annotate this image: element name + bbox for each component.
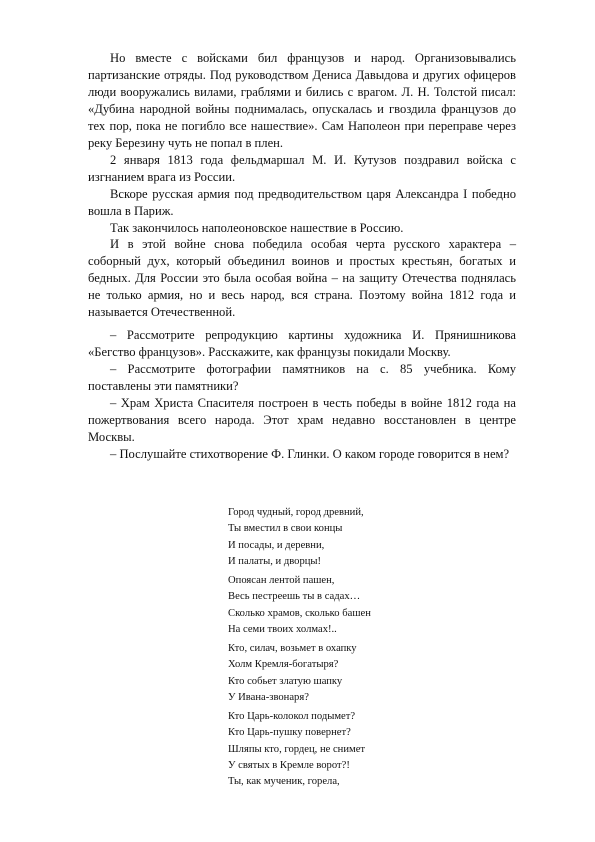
poem-line: Холм Кремля-богатыря? xyxy=(228,659,339,671)
poem-line: Весь пестреешь ты в садах… xyxy=(228,591,361,603)
poem-stanza xyxy=(228,573,528,638)
task-monuments: – Рассмотрите фотографии памятников на с. 85 учебника. Кому поставлены эти памятники? xyxy=(88,362,516,394)
task-painting: – Рассмотрите репродукцию картины художника И. Прянишникова «Бегство французов». Расскажите, как французы покидали Москву. xyxy=(88,328,516,360)
poem-line: Опоясан лентой пашен, xyxy=(228,575,335,586)
paragraph-cathedral: – Храм Христа Спасителя построен в честь победы в войне 1812 года на пожертвования всего народа. Этот храм недавно восстановлен в центре Москвы. xyxy=(88,396,516,444)
poem-line: Кто Царь-пушку повернет? xyxy=(228,727,351,739)
poem-line: Ты, как мученик, горела, xyxy=(228,776,340,787)
task-poem: – Послушайте стихотворение Ф. Глинки. О каком городе говорится в нем? xyxy=(110,446,510,461)
paragraph-paris: Вскоре русская армия под предводительством царя Александра I победно вошла в Париж. xyxy=(88,186,516,218)
body-text xyxy=(88,50,516,463)
paragraph-end-of-invasion: Так закончилось наполеоновское нашествие в Россию. xyxy=(110,220,404,235)
poem-line: Кто Царь-колокол подымет? xyxy=(228,711,356,722)
poem-line: У святых в Кремле ворот?! xyxy=(228,759,350,771)
poem-line: Ты вместил в свои концы xyxy=(228,523,343,535)
poem-line: У Ивана-звонаря? xyxy=(228,691,309,703)
poem-line: Сколько храмов, сколько башен xyxy=(228,607,371,619)
paragraph-national-character: И в этой войне снова победила особая черта русского характера – соборный дух, который объединил воинов и простых крестьян, богатых и бедных. Для России это была особая война – на защиту Отечества поднялась не только армия, но и весь народ, вся страна. Поэтому война 1812 года и называется Отечественной. xyxy=(88,237,516,320)
poem-stanza xyxy=(228,641,528,706)
poem-line: Город чудный, город древний, xyxy=(228,507,364,518)
poem-line: Кто, силач, возьмет в охапку xyxy=(228,643,357,654)
poem-line: На семи твоих холмах!.. xyxy=(228,623,337,635)
poem-line: Кто собьет златую шапку xyxy=(228,675,343,687)
poem-stanza xyxy=(228,505,528,570)
paragraph-kutuzov: 2 января 1813 года фельдмаршал М. И. Кутузов поздравил войска с изгнанием врага из России. xyxy=(88,152,516,184)
poem-line: И палаты, и дворцы! xyxy=(228,555,322,567)
poem-line: И посады, и деревни, xyxy=(228,539,325,551)
poem-stanza xyxy=(228,709,528,790)
paragraph-partisans: Но вместе с войсками бил французов и народ. Организовывались партизанские отряды. Под руководством Дениса Давыдова и других офицеров люди вооружались вилами, граблями и бились с врагом. Л. Н. Толстой писал: «Дубина народной войны поднималась, опускалась и гвоздила французов до тех пор, пока не погибло все нашествие». Сам Наполеон при переправе через реку Березину чуть не попал в плен. xyxy=(88,51,516,150)
poem-line: Шляпы кто, гордец, не снимет xyxy=(228,743,366,755)
poem xyxy=(228,505,528,793)
